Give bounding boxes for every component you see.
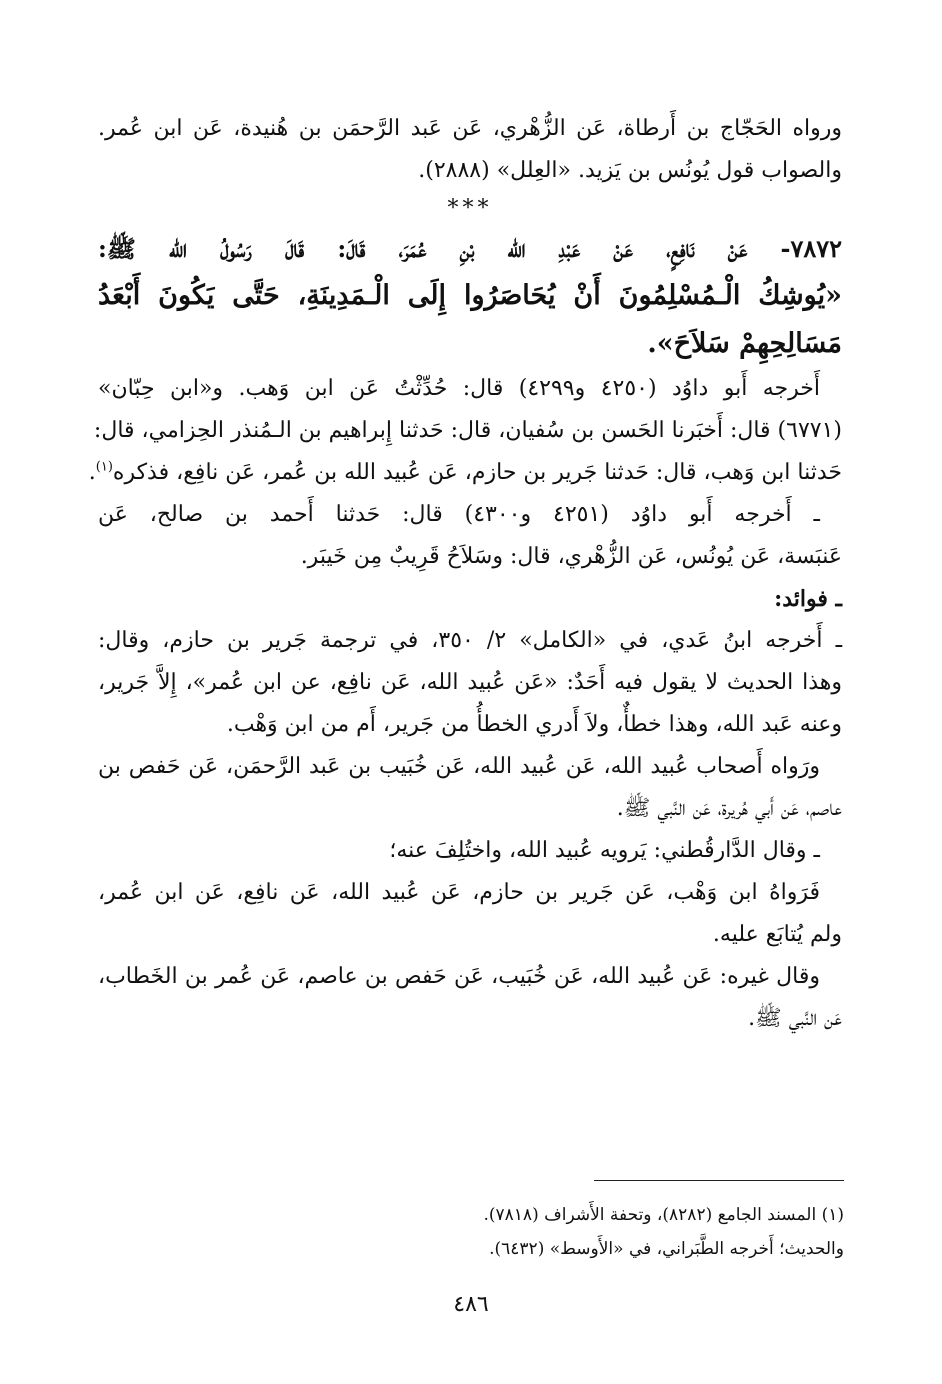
text-line: حَدثنا ابن وَهب، قال: حَدثنا جَرير بن حازم، عَن عُبيد الله بن عُمر، عَن نافِع، فذكره$^{(١)}$. <box>88 459 842 485</box>
hadith-text: «يُوشِكُ الْـمُسْلِمُونَ أَنْ يُحَاصَرُوا إِلَى الْـمَدِينَةِ، حَتَّى يَكُونَ أَبْعَدُ <box>98 280 842 311</box>
text-line: وهذا الحديث لا يقول فيه أَحَدٌ: «عَن عُبيد الله، عَن نافِع، عن ابن عُمر»، إِلاَّ جَرير، <box>98 670 842 695</box>
text-line: عاصم، عَن أَبي هُريرة، عَن النَّبي ﷺ. <box>616 796 842 821</box>
text-line: عَن النَّبي ﷺ. <box>748 1006 842 1031</box>
page-number: ٤٨٦ <box>453 1292 489 1317</box>
text-segment: حَدثنا ابن وَهب، قال: حَدثنا جَرير بن حازم، عَن عُبيد الله بن عُمر، عَن نافِع، فذكره <box>112 460 842 485</box>
text-line: ـ أَخرجه أَبو داوُد (٤٢٥١ و٤٣٠٠) قال: حَدثنا أَحمد بن صالح، عَن <box>98 502 820 527</box>
footnote: والحديث؛ أَخرجه الطَّبَراني، في «الأَوسط» (٦٤٣٢). <box>489 1239 844 1259</box>
text-line: عَنبَسة، عَن يُونُس، عَن الزُّهْري، قال: وسَلاَحُ قَرِيبٌ مِن خَيبَر. <box>300 544 842 569</box>
footnote-separator <box>594 1180 844 1181</box>
text-line: وعنه عَبد الله، وهذا خطأٌ، ولاَ أَدري الخطأُ من جَرير، أَم من ابن وَهْب. <box>226 712 842 737</box>
footnotes <box>100 1198 844 1266</box>
main-text <box>88 108 843 1040</box>
text-line: أَخرجه أَبو داوُد (٤٢٥٠ و٤٢٩٩) قال: حُدِّثْتُ عَن ابن وَهب. و«ابن حِبّان» <box>98 376 820 401</box>
hadith-text: مَسَالِحِهِمْ سَلاَحَ». <box>647 328 842 359</box>
text-line: ـ أَخرجه ابنُ عَدي، في «الكامل» ٢/ ٣٥٠، في ترجمة جَرير بن حازم، وقال: <box>98 628 843 653</box>
text-line: ورَواه أَصحاب عُبيد الله، عَن عُبيد الله، عَن خُبَيب بن عَبد الرَّحمَن، عَن حَفص بن <box>98 754 820 779</box>
text-line: وقال غيره: عَن عُبيد الله، عَن خُبَيب، عَن حَفص بن عاصم، عَن عُمر بن الخَطاب، <box>98 964 820 989</box>
hadith-header: ٧٨٧٢- عَنْ نَافِعٍ، عَنْ عَبْدِ الله بْنِ عُمَرَ، قَالَ: قَالَ رَسُولُ الله ﷺ: <box>98 234 842 263</box>
text-line: ولم يُتابَع عليه. <box>712 922 842 947</box>
text-line: (٦٧٧١) قال: أَخبَرنا الحَسن بن سُفيان، قال: حَدثنا إِبراهيم بن الـمُنذر الحِزامي، قال: <box>93 418 842 443</box>
text-line: فَرَواهُ ابن وَهْب، عَن جَرير بن حازم، عَن عُبيد الله، عَن نافِع، عَن ابن عُمر، <box>98 880 820 905</box>
section-separator: *** <box>447 196 493 221</box>
footnote-marker: (١) <box>95 459 113 475</box>
section-heading: ـ فوائد: <box>774 586 842 612</box>
text-line: ورواه الحَجّاج بن أَرطاة، عَن الزُّهْري، عَن عَبد الرَّحمَن بن هُنيدة، عَن ابن عُمر. <box>98 116 843 141</box>
footnote: (١) المسند الجامع (٨٢٨٢)، وتحفة الأَشراف (٧٨١٨). <box>483 1205 844 1225</box>
text-line: ـ وقال الدَّارقُطني: يَرويه عُبيد الله، واختُلِفَ عنه؛ <box>389 838 820 863</box>
text-line: والصواب قول يُونُس بن يَزيد. «العِلل» (٢٨٨٨). <box>418 158 842 183</box>
